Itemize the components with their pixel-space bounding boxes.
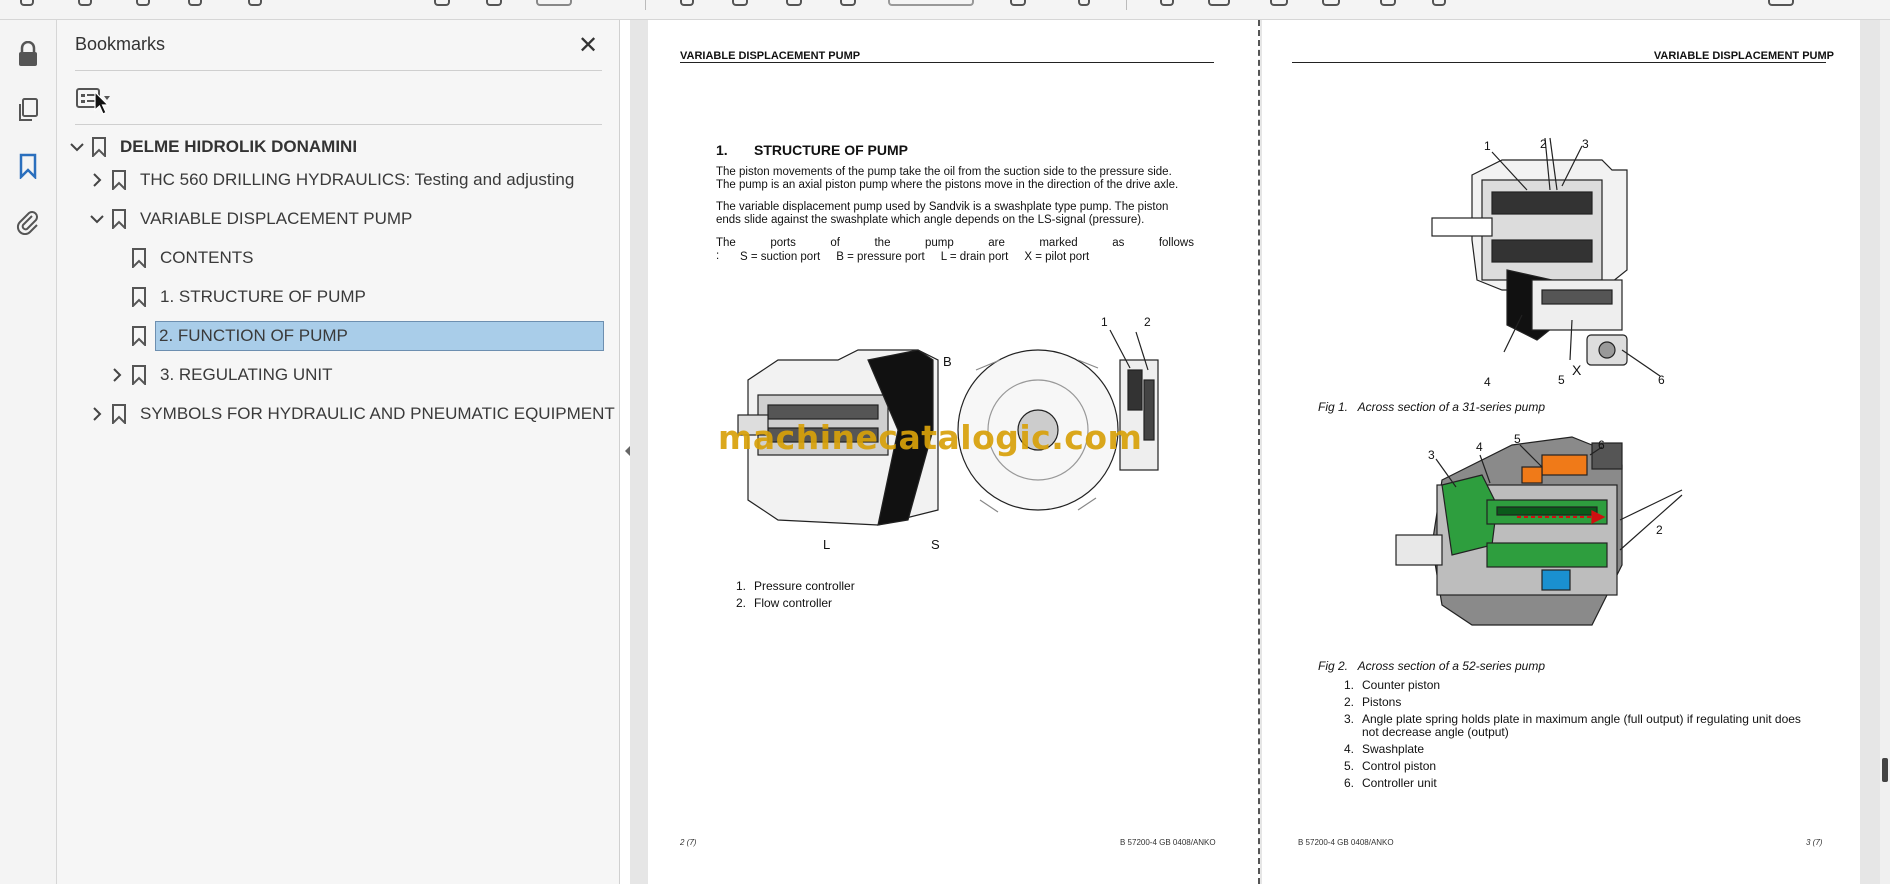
legend-item: 6. Controller unit: [1343, 776, 1437, 790]
bookmark-label: DELME HIDROLIK DONAMINI: [120, 137, 358, 156]
page-display-icon[interactable]: [1010, 0, 1026, 6]
top-toolbar: [0, 0, 1890, 20]
upload-icon[interactable]: [136, 0, 150, 6]
bookmark-item-variable-displacement-pump[interactable]: [57, 202, 620, 236]
bookmark-item-delme-hidrolik-donamini[interactable]: [57, 130, 620, 164]
fig1-pump-section: [1422, 120, 1702, 390]
page-footer-left: 2 (7): [680, 838, 697, 847]
print-icon[interactable]: [188, 0, 202, 6]
fig2-label-3: 3: [1428, 448, 1435, 462]
next-page-icon[interactable]: [486, 0, 502, 6]
page-footer-right: 3 (7): [1806, 838, 1823, 847]
legend-item: 1. Pressure controller: [735, 579, 855, 593]
chevron-down-icon[interactable]: [87, 209, 107, 229]
bookmarks-panel: [57, 20, 620, 884]
side-rail: [0, 20, 57, 884]
document-page-3: [1262, 20, 1860, 884]
page-header: VARIABLE DISPLACEMENT PUMP: [680, 50, 861, 62]
label-l: L: [823, 537, 831, 550]
fig1-label-5: 5: [1558, 373, 1565, 387]
bookmark-label: 2. FUNCTION OF PUMP: [155, 321, 604, 351]
legend-item: 2. Pistons: [1343, 695, 1402, 709]
chevron-right-icon[interactable]: [107, 365, 127, 385]
previous-page-icon[interactable]: [434, 0, 450, 6]
paragraph-1: The piston movements of the pump take the oil from the suction side to the pressure side. The pump is an axial piston pump where the pistons move in the direction of the drive axle.: [716, 166, 1179, 191]
text-edit-icon[interactable]: [1322, 0, 1340, 6]
menu-icon[interactable]: [20, 0, 34, 6]
divider: [75, 70, 602, 71]
panel-title: Bookmarks: [75, 34, 166, 54]
legend-item: 3. Angle plate spring holds plate in maximum angle (full output) if regulating unit does: [1343, 712, 1801, 726]
figure-legend: [1336, 677, 1801, 792]
bookmark-icon: [129, 364, 149, 386]
fig2-label-5: 5: [1514, 432, 1521, 446]
header-rule: [1292, 62, 1826, 63]
header-rule: [680, 62, 1214, 63]
bookmark-icon: [129, 286, 149, 308]
lock-icon[interactable]: [10, 36, 46, 72]
bookmark-add-icon[interactable]: [78, 0, 92, 6]
zoom-level-input[interactable]: [888, 0, 974, 6]
search-icon[interactable]: [248, 0, 262, 6]
select-tool-icon[interactable]: [680, 0, 694, 6]
vertical-scrollbar[interactable]: [1880, 20, 1890, 884]
attachment-icon[interactable]: [10, 204, 46, 240]
download-icon[interactable]: [1078, 0, 1090, 6]
share-icon[interactable]: [1380, 0, 1396, 6]
bookmark-icon: [109, 169, 129, 191]
fig2-caption: Fig 2. Across section of a 52-series pump: [1318, 659, 1545, 673]
paragraph-2: The variable displacement pump used by Sandvik is a swashplate type pump. The piston ends slide against the swashplate which angle depends on the LS-signal (pressure).: [716, 201, 1169, 226]
divider: [75, 124, 602, 125]
bookmark-icon: [89, 136, 109, 158]
account-icon[interactable]: [1768, 0, 1794, 6]
bookmark-item-function-of-pump[interactable]: [57, 319, 620, 353]
bookmark-item-thc-560[interactable]: [57, 163, 620, 197]
chevron-down-icon[interactable]: [67, 137, 87, 157]
scrollbar-thumb[interactable]: [1882, 758, 1888, 782]
ports-intro: The ports of the pump are marked as follows :: [716, 237, 1194, 262]
fig1-label-4: 4: [1484, 375, 1491, 389]
section-number: 1.: [716, 142, 728, 158]
legend-item: 1. Counter piston: [1343, 678, 1441, 692]
legend-item: not decrease angle (output): [1362, 725, 1509, 739]
fig1-caption: Fig 1. Across section of a 31-series pump: [1318, 400, 1545, 414]
document-page-2: [648, 20, 1260, 884]
legend-item: 4. Swashplate: [1343, 742, 1425, 756]
fig1-label-1: 1: [1484, 139, 1491, 153]
label-2: 2: [1144, 315, 1151, 329]
page-number-input[interactable]: [536, 0, 572, 6]
close-icon[interactable]: ✕: [577, 31, 599, 59]
figure-legend: [728, 578, 855, 612]
bookmark-icon: [109, 208, 129, 230]
more-tools-icon[interactable]: [1432, 0, 1446, 6]
chevron-right-icon[interactable]: [87, 170, 107, 190]
mouse-cursor-icon: [94, 91, 110, 115]
bookmark-item-symbols[interactable]: [57, 397, 620, 431]
pages-icon[interactable]: [10, 92, 46, 128]
ports-list: S = suction port B = pressure port L = drain port X = pilot port: [740, 251, 1090, 263]
bookmark-label: SYMBOLS FOR HYDRAULIC AND PNEUMATIC EQUIPMENT: [140, 404, 615, 423]
zoom-in-icon[interactable]: [840, 0, 856, 6]
bookmark-item-regulating-unit[interactable]: [57, 358, 620, 392]
hand-tool-icon[interactable]: [732, 0, 748, 6]
fig1-label-2: 2: [1540, 137, 1547, 151]
page-footer-left: B 57200-4 GB 0408/ANKO: [1298, 838, 1394, 847]
bookmark-icon: [109, 403, 129, 425]
bookmark-item-contents[interactable]: [57, 241, 620, 275]
fig2-label-4: 4: [1476, 440, 1483, 454]
fig2-label-6: 6: [1598, 438, 1605, 452]
label-s: S: [931, 537, 940, 550]
bookmark-icon: [129, 325, 149, 347]
legend-item: 2. Flow controller: [735, 596, 833, 610]
section-title: STRUCTURE OF PUMP: [754, 142, 908, 158]
fig1-label-3: 3: [1582, 137, 1589, 151]
page-header: VARIABLE DISPLACEMENT PUMP: [1653, 50, 1834, 62]
bookmark-icon: [129, 247, 149, 269]
fig2-pump-section: [1392, 425, 1692, 645]
document-viewport[interactable]: [630, 20, 1890, 884]
bookmark-label: THC 560 DRILLING HYDRAULICS: Testing and adjusting: [140, 170, 575, 189]
bookmark-label: 1. STRUCTURE OF PUMP: [160, 287, 366, 306]
fig2-label-2: 2: [1656, 523, 1663, 537]
bookmark-label: CONTENTS: [160, 248, 254, 267]
fig1-label-6: 6: [1658, 373, 1665, 387]
legend-item: 5. Control piston: [1343, 759, 1437, 773]
comment-icon[interactable]: [1160, 0, 1174, 6]
bookmark-item-structure-of-pump[interactable]: [57, 280, 620, 314]
bookmark-label: 3. REGULATING UNIT: [160, 365, 333, 384]
label-b: B: [943, 354, 952, 369]
bookmark-label: VARIABLE DISPLACEMENT PUMP: [140, 209, 413, 228]
draw-icon[interactable]: [1270, 0, 1288, 6]
label-1: 1: [1101, 315, 1108, 329]
zoom-out-icon[interactable]: [786, 0, 802, 6]
fig1-label-x: X: [1572, 362, 1582, 378]
bookmark-icon[interactable]: [10, 148, 46, 184]
watermark-text: machinecatalogic.com: [718, 418, 1143, 457]
page-footer-right: B 57200-4 GB 0408/ANKO: [1120, 838, 1216, 847]
chevron-right-icon[interactable]: [87, 404, 107, 424]
highlight-icon[interactable]: [1208, 0, 1230, 6]
